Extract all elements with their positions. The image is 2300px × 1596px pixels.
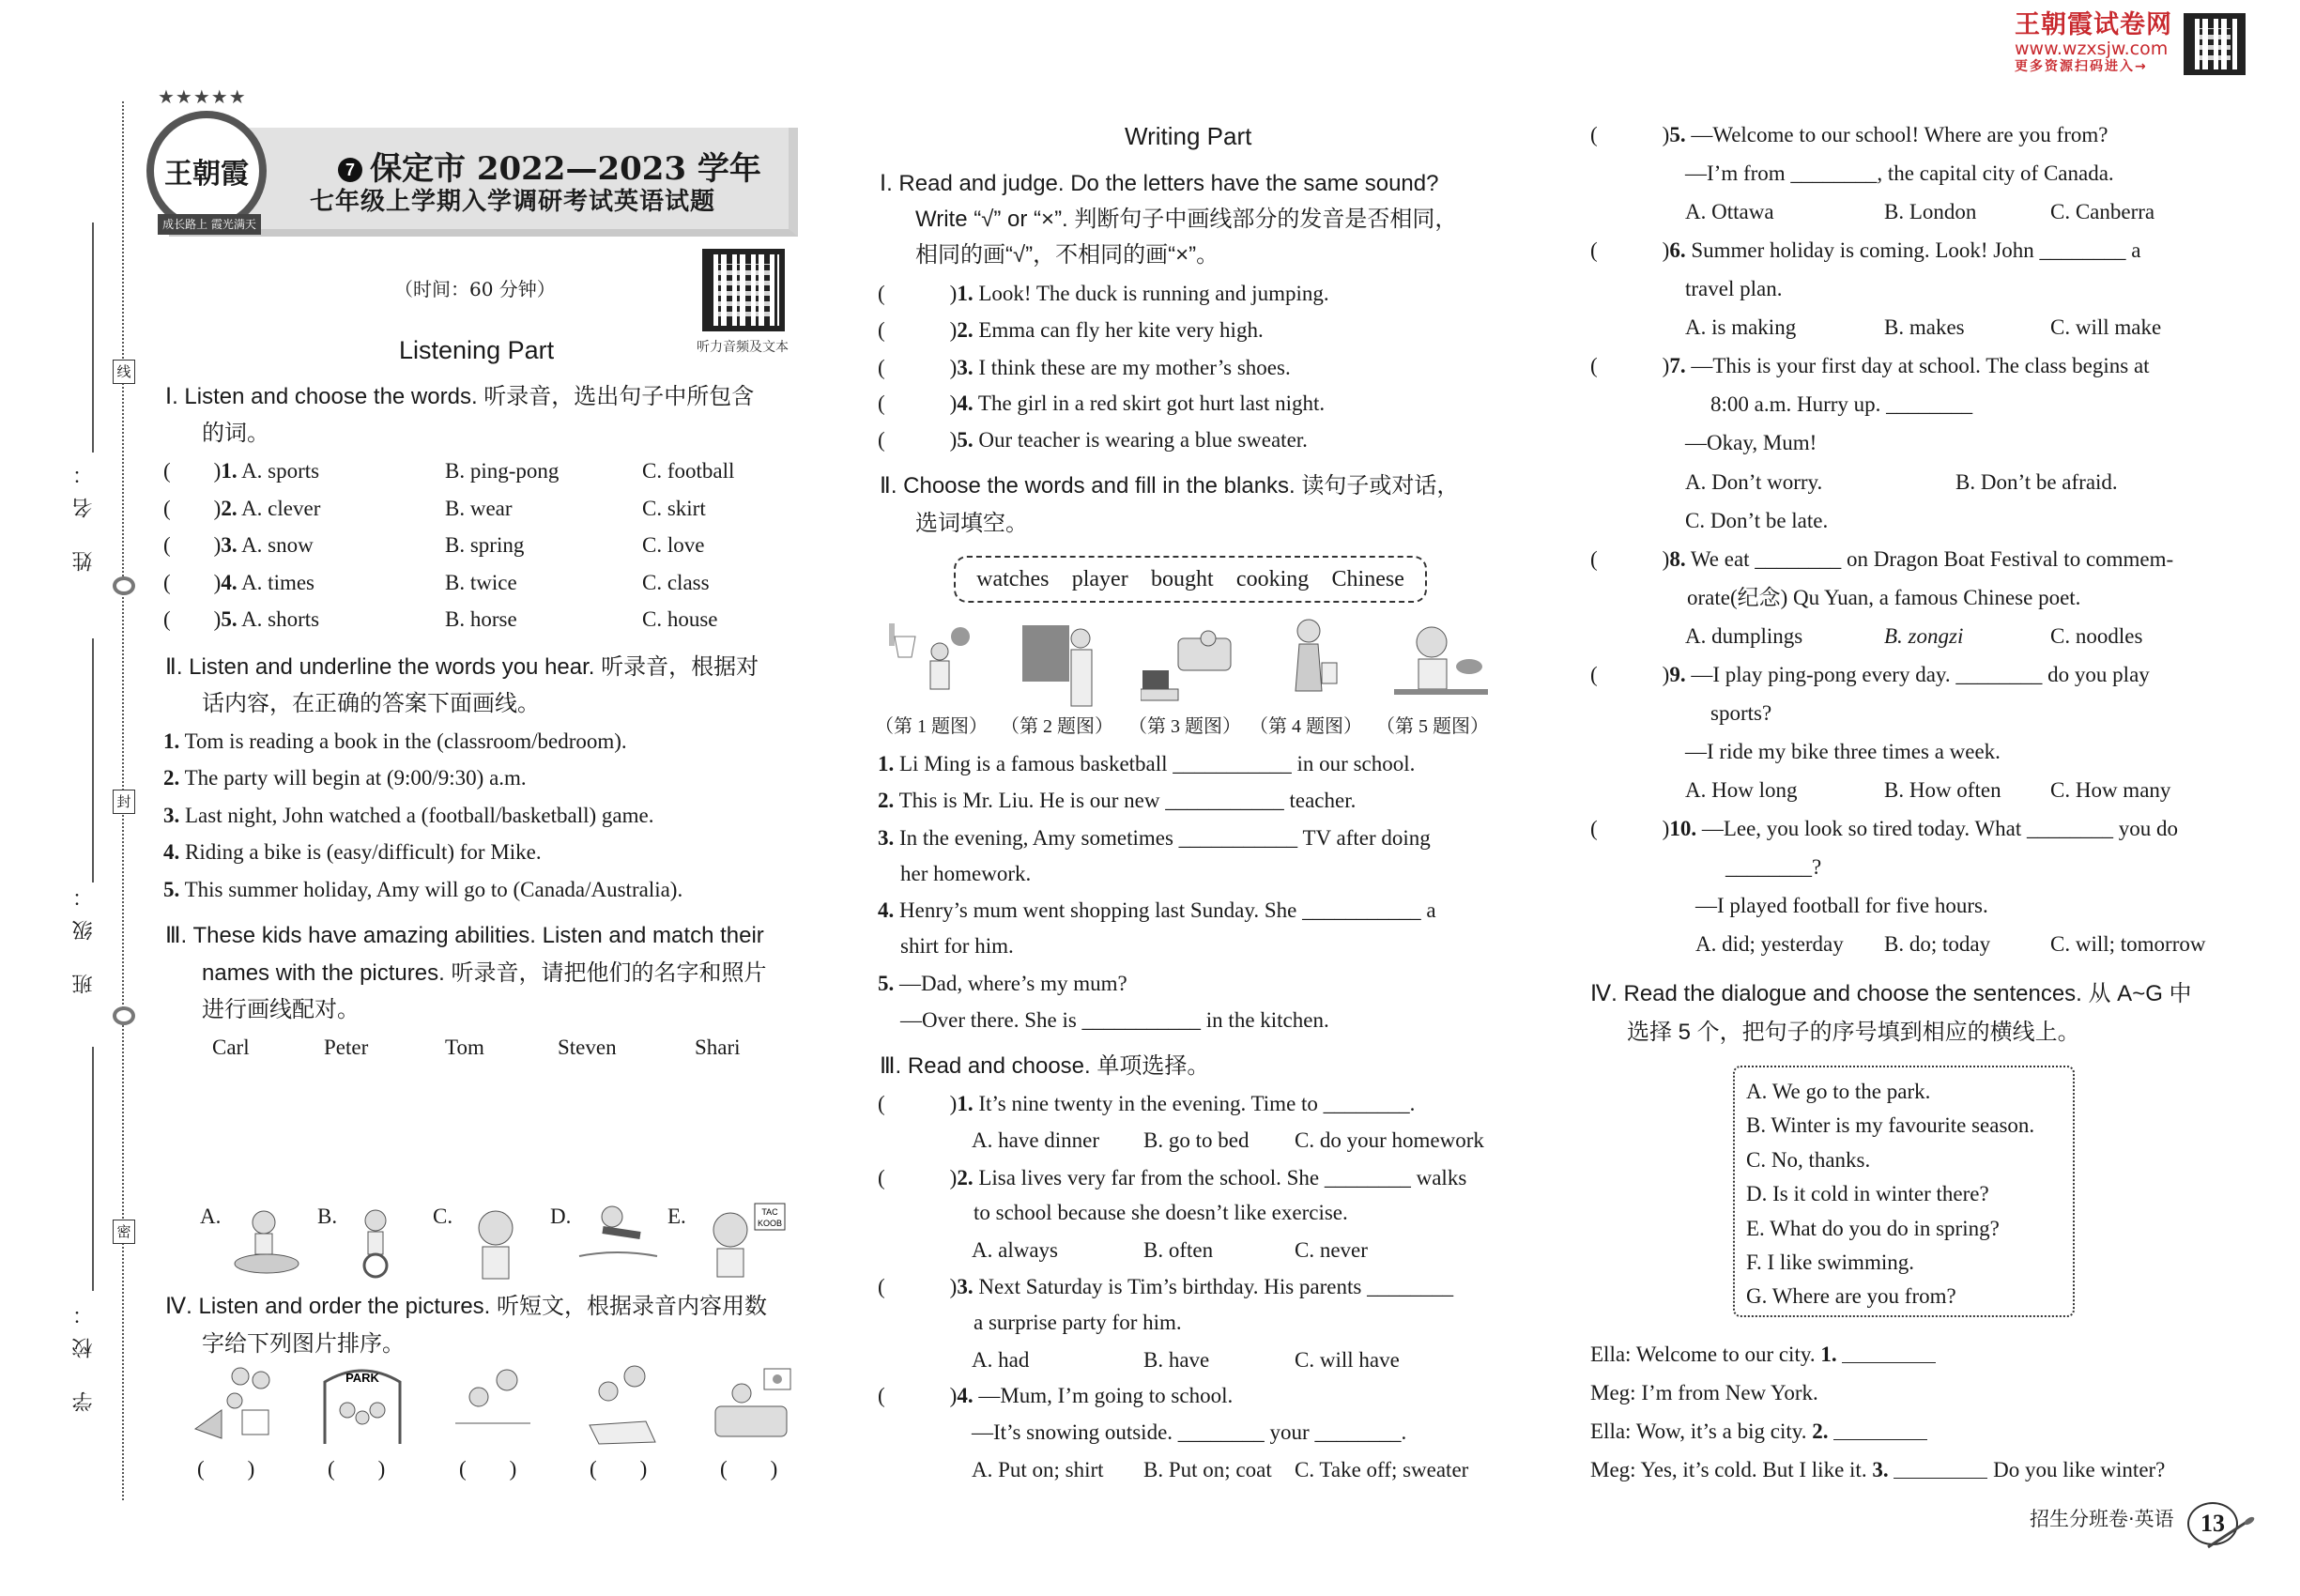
- option-a: A. sports: [241, 459, 320, 483]
- option-c[interactable]: C. will; tomorrow: [2050, 932, 2206, 956]
- option-c[interactable]: C. do your homework: [1295, 1128, 1484, 1152]
- question-number: 4.: [957, 1384, 974, 1407]
- option-b: B. spring: [445, 533, 525, 557]
- picture-caption: （第 3 题图）: [1128, 716, 1241, 737]
- option-a[interactable]: A. did; yesterday: [1695, 932, 1844, 956]
- class-label: 班 级：: [72, 873, 96, 994]
- kid-name[interactable]: Peter: [324, 1036, 369, 1059]
- answer-blank[interactable]: [1894, 1461, 1987, 1479]
- dialogue-text: I’m from New York.: [1641, 1381, 1818, 1404]
- judge-item: [878, 317, 1264, 344]
- sentence-option: B. Winter is my favourite season.: [1746, 1113, 2035, 1137]
- judge-item: [878, 427, 1308, 453]
- picture-label: C.: [433, 1205, 453, 1228]
- order-answer-bracket[interactable]: ( ): [328, 1457, 386, 1481]
- question-text: sports?: [1710, 701, 1772, 725]
- question-number: 3.: [878, 826, 895, 850]
- sign-text: TAC: [761, 1207, 778, 1217]
- sentence-option: A. We go to the park.: [1746, 1080, 1931, 1103]
- sentence-text: Li Ming is a famous basketball ___________ in our school.: [899, 752, 1416, 775]
- fill-blank-continuation: —Over there. She is ___________ in the kitchen.: [900, 1008, 1329, 1032]
- question-number: 8.: [1669, 547, 1686, 571]
- mc-question: [1590, 816, 2178, 842]
- mc-question: [1590, 353, 2150, 379]
- sentence-item[interactable]: [163, 765, 527, 791]
- school-label: 学 校：: [72, 1291, 96, 1412]
- word-option: bought: [1150, 566, 1214, 591]
- answer-bracket[interactable]: ( ): [163, 533, 222, 557]
- sentence-item[interactable]: [163, 803, 653, 829]
- answer-bracket[interactable]: ( ): [878, 356, 958, 379]
- question-number: 5.: [878, 972, 895, 995]
- sentence-option: G. Where are you from?: [1746, 1284, 1956, 1308]
- section-heading: Ⅰ. Listen and choose the words. 听录音，选出句子中所包含: [165, 384, 755, 409]
- dialogue-text: Wow, it’s a big city.: [1635, 1420, 1807, 1443]
- question-text: ________?: [1725, 855, 1822, 879]
- option-c[interactable]: C. Take off; sweater: [1295, 1458, 1469, 1481]
- seal-mark-xian: 线: [113, 360, 135, 384]
- basketball-player-picture: [887, 620, 981, 714]
- answer-bracket[interactable]: ( ): [163, 607, 222, 631]
- binding-ring-icon: [113, 1006, 135, 1025]
- dialogue-text: Do you like winter?: [1993, 1458, 2166, 1481]
- kid-name[interactable]: Shari: [695, 1036, 741, 1059]
- word-option: watches: [976, 566, 1050, 591]
- question-number: 2.: [957, 318, 974, 342]
- seal-mark-feng: 封: [113, 790, 135, 814]
- section-heading: Ⅱ. Choose the words and fill in the blanks. 读句子或对话，: [880, 473, 1460, 499]
- speaker: Meg:: [1590, 1458, 1636, 1481]
- teacher-picture: [1019, 620, 1112, 714]
- judge-item: [878, 391, 1325, 417]
- sentence-text: This is Mr. Liu. He is our new ___________ teacher.: [898, 789, 1357, 812]
- footer-label: 招生分班卷·英语: [2030, 1508, 2174, 1530]
- picture-label: A.: [200, 1205, 222, 1228]
- option-c: C. house: [642, 607, 718, 631]
- section-heading: 的词。: [202, 421, 269, 446]
- question-item: [163, 458, 319, 484]
- option-c[interactable]: C. will make: [2050, 315, 2162, 339]
- exam-title-line2: 七年级上学期入学调研考试英语试题: [310, 188, 716, 216]
- answer-bracket[interactable]: ( ): [878, 428, 958, 452]
- name-label: 姓 名：: [72, 451, 96, 572]
- question-number: 2.: [163, 766, 180, 790]
- park-sign: PARK: [345, 1371, 379, 1385]
- answer-blank[interactable]: [1842, 1345, 1936, 1363]
- question-text: —Welcome to our school! Where are you from?: [1691, 123, 2108, 146]
- question-text: 8:00 a.m. Hurry up. ________: [1710, 392, 1973, 416]
- name-underline: [92, 223, 94, 453]
- exam-time: （时间：60 分钟）: [394, 278, 556, 300]
- blank-number: 3.: [1872, 1458, 1889, 1481]
- mc-question: [878, 1274, 1453, 1300]
- option-a: A. clever: [241, 497, 321, 520]
- cooking-picture: [1394, 620, 1488, 714]
- option-c: C. love: [642, 533, 705, 557]
- option-a[interactable]: A. Don’t worry.: [1685, 470, 1823, 494]
- fill-blank-item[interactable]: [878, 898, 1436, 924]
- question-number: 5.: [221, 607, 238, 631]
- question-text: —Mum, I’m going to school.: [978, 1384, 1234, 1407]
- question-text: —I’m from ________, the capital city of Canada.: [1685, 161, 2114, 185]
- option-a[interactable]: A. dumplings: [1685, 624, 1803, 648]
- question-number: 10.: [1669, 817, 1697, 840]
- option-b[interactable]: B. often: [1143, 1238, 1214, 1262]
- answer-bracket[interactable]: ( ): [878, 391, 958, 415]
- question-text: It’s nine twenty in the evening. Time to ________.: [978, 1092, 1416, 1115]
- order-answer-bracket[interactable]: ( ): [197, 1457, 255, 1481]
- order-answer-bracket[interactable]: ( ): [590, 1457, 648, 1481]
- answer-bracket[interactable]: ( ): [1590, 123, 1670, 146]
- washing-with-mum-picture: [580, 1363, 665, 1446]
- picture-caption: （第 4 题图）: [1250, 716, 1362, 737]
- sentence-option: C. No, thanks.: [1746, 1148, 1871, 1172]
- class-underline: [92, 638, 94, 882]
- option-b[interactable]: B. makes: [1884, 315, 1965, 339]
- question-number: 3.: [221, 533, 238, 557]
- option-b: B. wear: [445, 497, 513, 520]
- school-underline: [92, 1047, 94, 1291]
- sentence-item[interactable]: [163, 877, 682, 903]
- answer-bracket[interactable]: ( ): [878, 1092, 958, 1115]
- mc-question: [1590, 238, 2140, 264]
- question-number: 4.: [957, 391, 974, 415]
- waking-up-picture: [710, 1363, 792, 1442]
- option-b[interactable]: B. London: [1884, 200, 1977, 223]
- answer-bracket[interactable]: ( ): [163, 571, 222, 594]
- sentence-text: Henry’s mum went shopping last Sunday. She ___________ a: [899, 898, 1436, 922]
- question-text: travel plan.: [1685, 277, 1783, 300]
- answer-bracket[interactable]: ( ): [878, 1384, 958, 1407]
- svg-text:KOOB: KOOB: [757, 1219, 783, 1228]
- kid-name[interactable]: Carl: [212, 1036, 250, 1059]
- watching-tv-picture: [1141, 620, 1244, 714]
- dialogue-line: [1590, 1457, 2165, 1483]
- speaker: Ella:: [1590, 1343, 1632, 1366]
- kid-swimming-picture[interactable]: [575, 1200, 659, 1266]
- fill-blank-continuation: her homework.: [900, 862, 1032, 885]
- sentence-text: Emma can fly her kite very high.: [978, 318, 1264, 342]
- option-a[interactable]: A. How long: [1685, 778, 1798, 802]
- section-heading: 进行画线配对。: [202, 997, 360, 1022]
- picture-caption: （第 2 题图）: [1001, 716, 1113, 737]
- kid-riding-horse-picture[interactable]: [222, 1205, 306, 1281]
- sentence-text: Tom is reading a book in the (classroom/bedroom).: [184, 729, 627, 753]
- mc-question: [878, 1091, 1415, 1117]
- logo-text: 王朝霞: [164, 158, 249, 191]
- question-text: —Lee, you look so tired today. What ________ you do: [1701, 817, 2179, 840]
- fill-blank-continuation: shirt for him.: [900, 934, 1014, 958]
- order-answer-bracket[interactable]: ( ): [459, 1457, 517, 1481]
- family-at-park-picture: [315, 1363, 409, 1446]
- question-text: —This is your first day at school. The class begins at: [1691, 354, 2150, 377]
- section-heading: Ⅰ. Read and judge. Do the letters have the same sound?: [880, 171, 1439, 196]
- exam-number-badge: 7: [338, 158, 362, 182]
- qr-caption: 听力音频及文本: [697, 340, 789, 355]
- section-heading: 选词填空。: [915, 511, 1028, 536]
- option-a: A. snow: [241, 533, 314, 557]
- mc-question: [1590, 662, 2150, 688]
- mum-shopping-picture: [1277, 616, 1352, 714]
- answer-bracket[interactable]: ( ): [1590, 547, 1670, 571]
- sentence-text: The party will begin at (9:00/9:30) a.m.: [184, 766, 527, 790]
- page-number: 13: [2187, 1502, 2238, 1545]
- option-b[interactable]: B. How often: [1884, 778, 2001, 802]
- binding-ring-icon: [113, 576, 135, 595]
- dialogue-line: [1590, 1380, 1818, 1406]
- answer-bracket[interactable]: ( ): [1590, 238, 1670, 262]
- picture-label: B.: [317, 1205, 338, 1228]
- question-number: 6.: [1669, 238, 1686, 262]
- question-number: 3.: [957, 356, 974, 379]
- blank-number: 1.: [1820, 1343, 1837, 1366]
- family-shopping-picture: [193, 1363, 284, 1446]
- section-heading: 字给下列图片排序。: [202, 1331, 405, 1357]
- fill-blank-item[interactable]: [878, 971, 1127, 997]
- question-number: 1.: [878, 752, 895, 775]
- brand-name: 王朝霞试卷网: [2015, 10, 2172, 39]
- publisher-logo: [146, 111, 267, 231]
- question-number: 7.: [1669, 354, 1686, 377]
- word-option: Chinese: [1331, 566, 1404, 591]
- seal-mark-mi: 密: [113, 1220, 135, 1244]
- listening-qr-code[interactable]: [702, 249, 785, 331]
- sentence-item[interactable]: [163, 729, 627, 755]
- section-heading: Ⅲ. These kids have amazing abilities. Listen and match their: [165, 923, 764, 948]
- option-a[interactable]: A. is making: [1685, 315, 1797, 339]
- sentence-text: In the evening, Amy sometimes ___________ TV after doing: [899, 826, 1431, 850]
- section-heading: 选择 5 个，把句子的序号填到相应的横线上。: [1627, 1020, 2080, 1045]
- question-item: [163, 532, 314, 559]
- question-item: [163, 570, 314, 596]
- brand-logo[interactable]: [2015, 11, 2172, 75]
- section-heading: Ⅱ. Listen and underline the words you hear. 听录音，根据对: [165, 654, 759, 680]
- kid-wheelchair-picture[interactable]: [347, 1205, 404, 1281]
- stars-icon: ★★★★★: [158, 87, 247, 108]
- sentence-text: Our teacher is wearing a blue sweater.: [978, 428, 1308, 452]
- question-text: orate(纪念) Qu Yuan, a famous Chinese poet.: [1687, 586, 2081, 609]
- question-number: 2.: [957, 1166, 974, 1189]
- question-text: —I play ping-pong every day. ________ do you play: [1691, 663, 2150, 686]
- question-text: Next Saturday is Tim’s birthday. His parents ________: [978, 1275, 1454, 1298]
- picture-caption: （第 5 题图）: [1376, 716, 1489, 737]
- question-number: 5.: [163, 878, 180, 901]
- option-a[interactable]: A. always: [972, 1238, 1058, 1262]
- option-a: A. times: [241, 571, 315, 594]
- listening-part-title: Listening Part: [399, 336, 555, 364]
- option-c[interactable]: C. Don’t be late.: [1685, 509, 1829, 532]
- kid-reading-backwards-picture[interactable]: [702, 1202, 787, 1279]
- question-number: 1.: [957, 1092, 974, 1115]
- section-heading: 相同的画“√”，不相同的画“×”。: [915, 242, 1219, 268]
- option-a: A. shorts: [241, 607, 320, 631]
- section-heading: Ⅳ. Read the dialogue and choose the sentences. 从 A~G 中: [1590, 981, 2192, 1006]
- option-a[interactable]: A. had: [972, 1348, 1030, 1372]
- sentence-option: F. I like swimming.: [1746, 1251, 1914, 1274]
- question-text: —I ride my bike three times a week.: [1685, 740, 2001, 763]
- question-number: 1.: [221, 459, 238, 483]
- question-number: 3.: [163, 804, 180, 827]
- option-c[interactable]: C. noodles: [2050, 624, 2143, 648]
- sentence-text: The girl in a red skirt got hurt last night.: [977, 391, 1326, 415]
- dialogue-line: [1590, 1419, 1927, 1445]
- answer-bracket[interactable]: ( ): [163, 459, 222, 483]
- section-heading: names with the pictures. 听录音，请把他们的名字和照片: [202, 960, 767, 986]
- question-number: 4.: [878, 898, 895, 922]
- question-number: 2.: [221, 497, 238, 520]
- fill-blank-item[interactable]: [878, 788, 1356, 814]
- answer-bracket[interactable]: ( ): [1590, 354, 1670, 377]
- sentence-item[interactable]: [163, 839, 542, 866]
- option-c[interactable]: C. Canberra: [2050, 200, 2155, 223]
- kid-singing-picture[interactable]: [468, 1205, 524, 1284]
- question-item: [163, 496, 320, 522]
- question-number: 3.: [957, 1275, 974, 1298]
- brand-qr-code[interactable]: [2184, 13, 2246, 75]
- option-b[interactable]: B. Put on; coat: [1143, 1458, 1272, 1481]
- question-text: We eat ________ on Dragon Boat Festival to commem-: [1690, 547, 2174, 571]
- question-text: —Okay, Mum!: [1685, 431, 1817, 454]
- question-number: 4.: [163, 840, 180, 864]
- mc-question: [1590, 122, 2108, 148]
- dialogue-text: Yes, it’s cold. But I like it.: [1640, 1458, 1867, 1481]
- answer-bracket[interactable]: ( ): [878, 282, 958, 305]
- question-number: 5.: [1669, 123, 1686, 146]
- answer-bracket[interactable]: ( ): [1590, 663, 1670, 686]
- answer-blank[interactable]: [1833, 1422, 1927, 1440]
- option-b: B. ping-pong: [445, 459, 560, 483]
- question-number: 1.: [163, 729, 180, 753]
- picture-caption: （第 1 题图）: [875, 716, 988, 737]
- answer-bracket[interactable]: ( ): [878, 1166, 958, 1189]
- question-text: Lisa lives very far from the school. She ________ walks: [978, 1166, 1467, 1189]
- option-c: C. class: [642, 571, 710, 594]
- sentence-text: Riding a bike is (easy/difficult) for Mike.: [185, 840, 542, 864]
- section-heading: Write “√” or “×”. 判断句子中画线部分的发音是否相同，: [915, 207, 1458, 232]
- speaker: Meg:: [1590, 1381, 1636, 1404]
- option-b[interactable]: B. zongzi: [1884, 624, 1964, 648]
- question-text: Summer holiday is coming. Look! John ________ a: [1691, 238, 2141, 262]
- option-a[interactable]: A. Put on; shirt: [972, 1458, 1104, 1481]
- paintbrush-icon: [2204, 1513, 2257, 1551]
- option-c[interactable]: C. never: [1295, 1238, 1368, 1262]
- writing-part-title: Writing Part: [1125, 122, 1252, 150]
- question-text: —I played football for five hours.: [1695, 894, 1988, 917]
- sentence-text: This summer holiday, Amy will go to (Canada/Australia).: [184, 878, 683, 901]
- homework-with-dad-picture: [451, 1365, 535, 1440]
- question-text: —It’s snowing outside. ________ your ________.: [972, 1420, 1407, 1444]
- title-text: 保定市 2022—2023 学年: [370, 150, 761, 188]
- option-c: C. skirt: [642, 497, 706, 520]
- sentence-option: D. Is it cold in winter there?: [1746, 1182, 1989, 1205]
- order-answer-bracket[interactable]: ( ): [720, 1457, 778, 1481]
- question-item: [163, 606, 319, 633]
- section-heading: Ⅳ. Listen and order the pictures. 听短文，根据录音内容用数: [165, 1294, 768, 1319]
- answer-bracket[interactable]: ( ): [1590, 817, 1670, 840]
- speaker: Ella:: [1590, 1420, 1632, 1443]
- question-text: a surprise party for him.: [974, 1311, 1182, 1334]
- word-option: cooking: [1235, 566, 1310, 591]
- sentence-text: —Dad, where’s my mum?: [899, 972, 1127, 995]
- word-bank: [954, 556, 1427, 603]
- word-option: player: [1071, 566, 1128, 591]
- option-b[interactable]: B. go to bed: [1143, 1128, 1250, 1152]
- option-b[interactable]: B. do; today: [1884, 932, 1991, 956]
- option-b[interactable]: B. have: [1143, 1348, 1210, 1372]
- question-number: 4.: [221, 571, 238, 594]
- option-b: B. twice: [445, 571, 517, 594]
- mc-question: [878, 1383, 1233, 1409]
- blank-number: 2.: [1812, 1420, 1829, 1443]
- sentence-option: E. What do you do in spring?: [1746, 1217, 2000, 1240]
- question-number: 5.: [957, 428, 974, 452]
- sentence-text: Look! The duck is running and jumping.: [978, 282, 1329, 305]
- answer-bracket[interactable]: ( ): [878, 318, 958, 342]
- option-c[interactable]: C. will have: [1295, 1348, 1400, 1372]
- picture-label: E.: [667, 1205, 686, 1228]
- question-number: 1.: [957, 282, 974, 305]
- brand-url[interactable]: www.wzxsjw.com: [2015, 38, 2169, 59]
- dialogue-line: [1590, 1342, 1936, 1368]
- fill-blank-item[interactable]: [878, 751, 1415, 777]
- sentence-text: Last night, John watched a (football/basketball) game.: [185, 804, 654, 827]
- section-heading: 话内容，在正确的答案下面画线。: [202, 691, 540, 716]
- question-number: 9.: [1669, 663, 1686, 686]
- option-b: B. horse: [445, 607, 517, 631]
- logo-slogan: 成长路上 霞光满天: [158, 214, 261, 235]
- question-number: 2.: [878, 789, 895, 812]
- answer-bracket[interactable]: ( ): [163, 497, 222, 520]
- option-c: C. football: [642, 459, 735, 483]
- sentence-text: I think these are my mother’s shoes.: [978, 356, 1291, 379]
- brand-tagline: 更多资源扫码进入→: [2015, 59, 2148, 74]
- judge-item: [878, 355, 1291, 381]
- fill-blank-item[interactable]: [878, 825, 1431, 852]
- option-c[interactable]: C. How many: [2050, 778, 2171, 802]
- dialogue-text: Welcome to our city.: [1635, 1343, 1816, 1366]
- kid-name[interactable]: Tom: [445, 1036, 484, 1059]
- option-a[interactable]: A. Ottawa: [1685, 200, 1774, 223]
- picture-label: D.: [550, 1205, 572, 1228]
- mc-question: [878, 1165, 1466, 1191]
- option-b[interactable]: B. Don’t be afraid.: [1955, 470, 2118, 494]
- mc-question: [1590, 546, 2173, 573]
- judge-item: [878, 281, 1329, 307]
- option-a[interactable]: A. have dinner: [972, 1128, 1100, 1152]
- answer-bracket[interactable]: ( ): [878, 1275, 958, 1298]
- section-heading: Ⅲ. Read and choose. 单项选择。: [880, 1053, 1210, 1079]
- kid-name[interactable]: Steven: [558, 1036, 617, 1059]
- question-text: to school because she doesn’t like exercise.: [974, 1201, 1348, 1224]
